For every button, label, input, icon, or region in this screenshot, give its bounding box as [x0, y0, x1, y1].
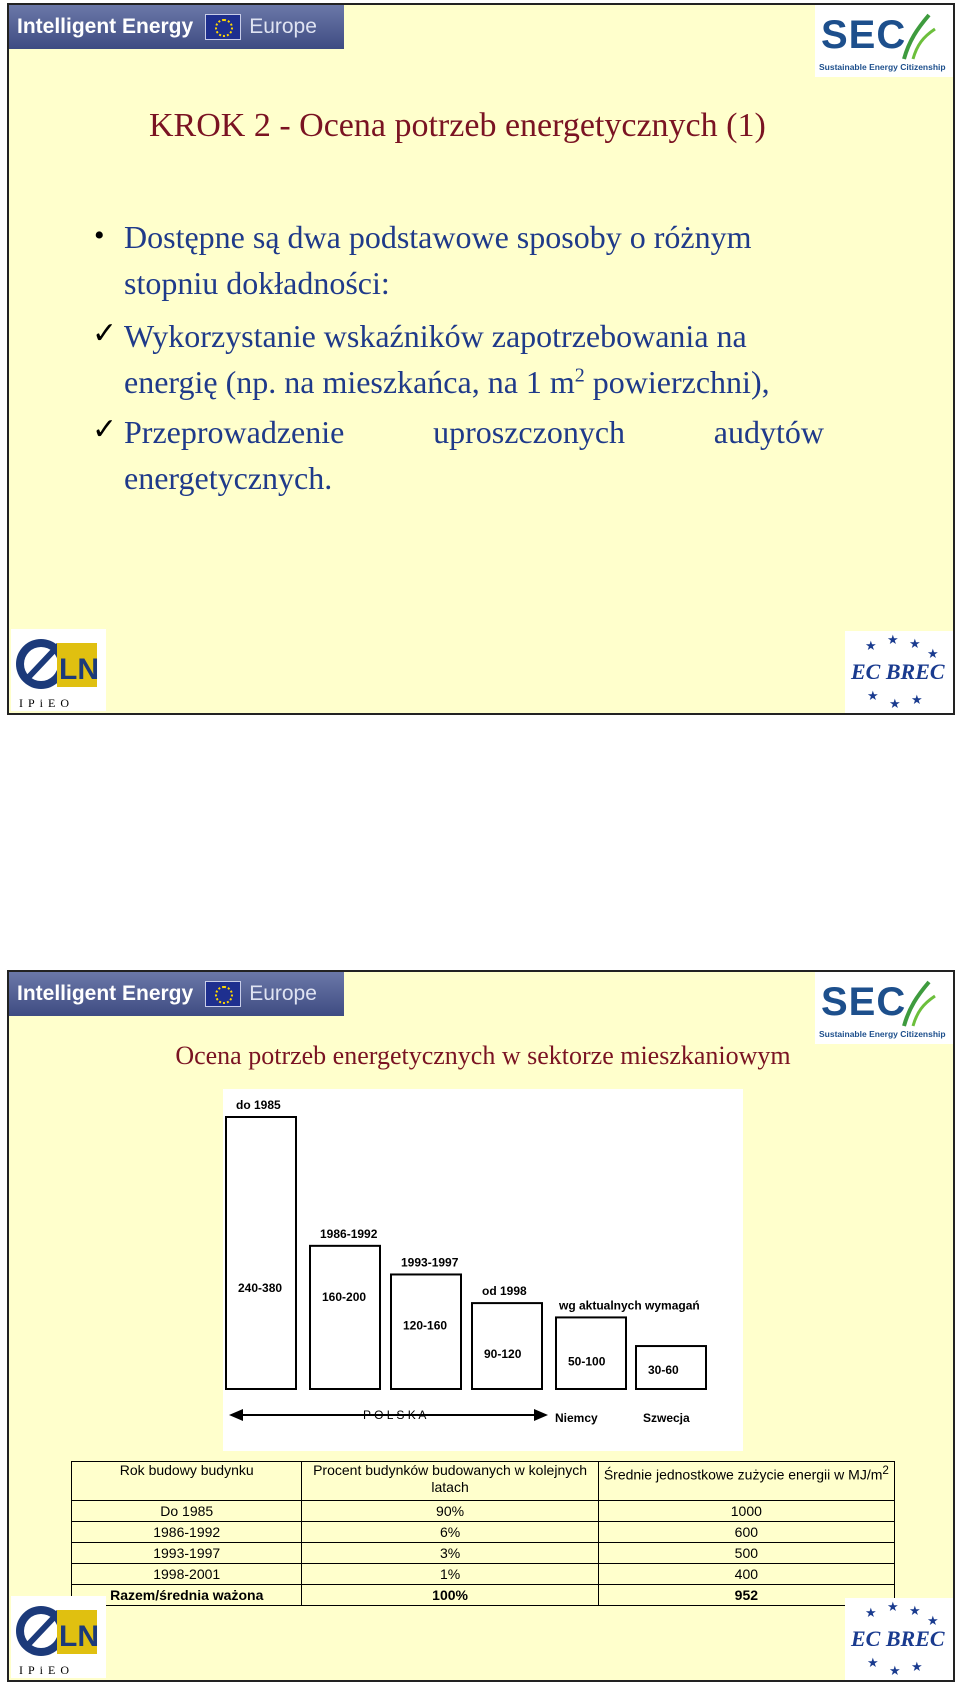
check2-word: Przeprowadzenie: [124, 414, 345, 450]
chart-bar: [226, 1117, 296, 1389]
check1-text-line1: Wykorzystanie wskaźników zapotrzebowania na: [124, 318, 747, 354]
table-cell: 1000: [598, 1501, 894, 1522]
star-icon: ★: [889, 1663, 901, 1678]
slide-title: KROK 2 - Ocena potrzeb energetycznych (1): [149, 107, 766, 144]
cln-logo-text: LN: [59, 653, 99, 686]
star-icon: ★: [909, 636, 921, 651]
chart-category-label: do 1985: [236, 1098, 281, 1112]
chart-group-label-polska: P O L S K A: [363, 1408, 427, 1422]
chart-data-label: 160-200: [322, 1289, 367, 1304]
star-icon: ★: [927, 646, 939, 661]
check2-word: uproszczonych: [433, 414, 626, 450]
table-row: [72, 1522, 895, 1543]
chart-category-label: od 1998: [482, 1284, 527, 1299]
bullet-text-line2: stopniu dokładności:: [124, 265, 390, 301]
ie-logo-europe: Europe: [249, 982, 317, 1005]
sec-logo-subtitle: Sustainable Energy Citizenship: [819, 1029, 946, 1039]
cln-logo-icon: [15, 1600, 99, 1662]
arrow-right-icon: [534, 1409, 548, 1421]
sec-logo-text: SEC: [821, 13, 907, 57]
chart-data-label: 30-60: [648, 1363, 679, 1378]
ecbrec-text: EC BREC: [851, 659, 945, 684]
check2-text-line1: [124, 414, 824, 451]
chart-category-label: 1986-1992: [320, 1226, 378, 1241]
star-icon: ★: [867, 688, 879, 703]
star-icon: ★: [911, 692, 923, 707]
star-icon: ★: [865, 638, 877, 653]
leaf-icon: [899, 11, 939, 61]
chart-bar: [556, 1317, 626, 1389]
table-cell: 1998-2001: [72, 1564, 302, 1585]
slide-2: [7, 970, 955, 1682]
chart-data-label: 120-160: [403, 1318, 448, 1333]
chart-svg: [223, 1089, 743, 1451]
ecbrec-logo: [845, 631, 953, 713]
chart-data-label: 50-100: [568, 1354, 606, 1369]
star-icon: ★: [887, 632, 899, 647]
star-icon: ★: [909, 1603, 921, 1618]
cln-logo-icon: [15, 633, 99, 695]
table-header-cell: Procent budynków budowanych w kolejnych latach: [302, 1462, 598, 1501]
ipieo-text: IPiEO: [19, 1663, 74, 1677]
table-header-cell: Rok budowy budynku: [72, 1462, 302, 1501]
arrow-left-icon: [229, 1409, 243, 1421]
sec-logo: [815, 972, 953, 1044]
energy-demand-chart: [223, 1089, 743, 1451]
superscript-2: 2: [882, 1464, 889, 1477]
cln-ipieo-logo: [11, 629, 106, 711]
energy-table: [71, 1461, 895, 1606]
star-icon: ★: [887, 1599, 899, 1614]
star-icon: ★: [927, 1613, 939, 1628]
table-cell: 90%: [302, 1501, 598, 1522]
chart-data-label: 90-120: [484, 1347, 522, 1362]
table-row: [72, 1564, 895, 1585]
slide-title: Ocena potrzeb energetycznych w sektorze mieszkaniowym: [175, 1041, 791, 1070]
table-cell: Razem/średnia ważona: [72, 1585, 302, 1606]
table-header-text: Średnie jednostkowe zużycie energii w MJ/m: [603, 1466, 883, 1483]
chart-data-label: 240-380: [238, 1281, 283, 1295]
bullet-text-line1: Dostępne są dwa podstawowe sposoby o różnym: [124, 219, 752, 255]
table-cell: Do 1985: [72, 1501, 302, 1522]
check1-text-post: powierzchni),: [584, 364, 770, 400]
ie-logo-text: Intelligent Energy: [17, 15, 194, 38]
table-cell: 400: [598, 1564, 894, 1585]
ecbrec-text: EC BREC: [851, 1626, 945, 1651]
table-header-cell: [598, 1462, 894, 1501]
table-cell: 6%: [302, 1522, 598, 1543]
star-icon: ★: [911, 1659, 923, 1674]
check2-word: audytów: [713, 414, 824, 450]
leaf-icon: [899, 978, 939, 1028]
star-icon: ★: [867, 1655, 879, 1670]
slide-1: [7, 3, 955, 715]
table-total-row: [72, 1585, 895, 1606]
table-row: [72, 1543, 895, 1564]
table-cell: 1986-1992: [72, 1522, 302, 1543]
table-cell: 600: [598, 1522, 894, 1543]
chart-group-label-niemcy: Niemcy: [555, 1411, 598, 1425]
star-icon: ★: [889, 696, 901, 711]
chart-category-label: 1993-1997: [401, 1255, 459, 1270]
checkmark-icon: ✓: [92, 413, 118, 446]
sec-logo: [815, 5, 953, 77]
sec-logo-text: SEC: [821, 980, 907, 1024]
intelligent-energy-logo: [9, 5, 344, 49]
check1-text-pre: energię (np. na mieszkańca, na 1 m: [124, 364, 575, 400]
table-cell: 1993-1997: [72, 1543, 302, 1564]
ipieo-text: IPiEO: [19, 696, 74, 710]
check2-text-line2: energetycznych.: [124, 460, 333, 496]
cln-logo-text: LN: [59, 1620, 99, 1653]
table-cell: 3%: [302, 1543, 598, 1564]
table-cell: 100%: [302, 1585, 598, 1606]
cln-ipieo-logo: [11, 1596, 106, 1678]
ecbrec-logo: [845, 1598, 953, 1680]
ie-logo-europe: Europe: [249, 15, 317, 38]
chart-category-label: wg aktualnych wymagań: [559, 1298, 700, 1313]
eu-flag-icon: [205, 981, 241, 1007]
star-icon: ★: [865, 1605, 877, 1620]
table-cell: 952: [598, 1585, 894, 1606]
sec-logo-subtitle: Sustainable Energy Citizenship: [819, 62, 946, 72]
chart-bar: [310, 1246, 380, 1389]
table-header-row: [72, 1462, 895, 1501]
intelligent-energy-logo: [9, 972, 344, 1016]
table-row: [72, 1501, 895, 1522]
table-cell: 500: [598, 1543, 894, 1564]
check1-text-line2: [124, 364, 770, 401]
checkmark-icon: ✓: [92, 317, 118, 350]
superscript-2: 2: [574, 364, 585, 387]
table-cell: 1%: [302, 1564, 598, 1585]
chart-bar: [472, 1303, 542, 1389]
eu-flag-icon: [205, 14, 241, 40]
bullet-icon: •: [94, 219, 105, 252]
chart-group-label-szwecja: Szwecja: [643, 1411, 690, 1425]
ie-logo-text: Intelligent Energy: [17, 982, 194, 1005]
